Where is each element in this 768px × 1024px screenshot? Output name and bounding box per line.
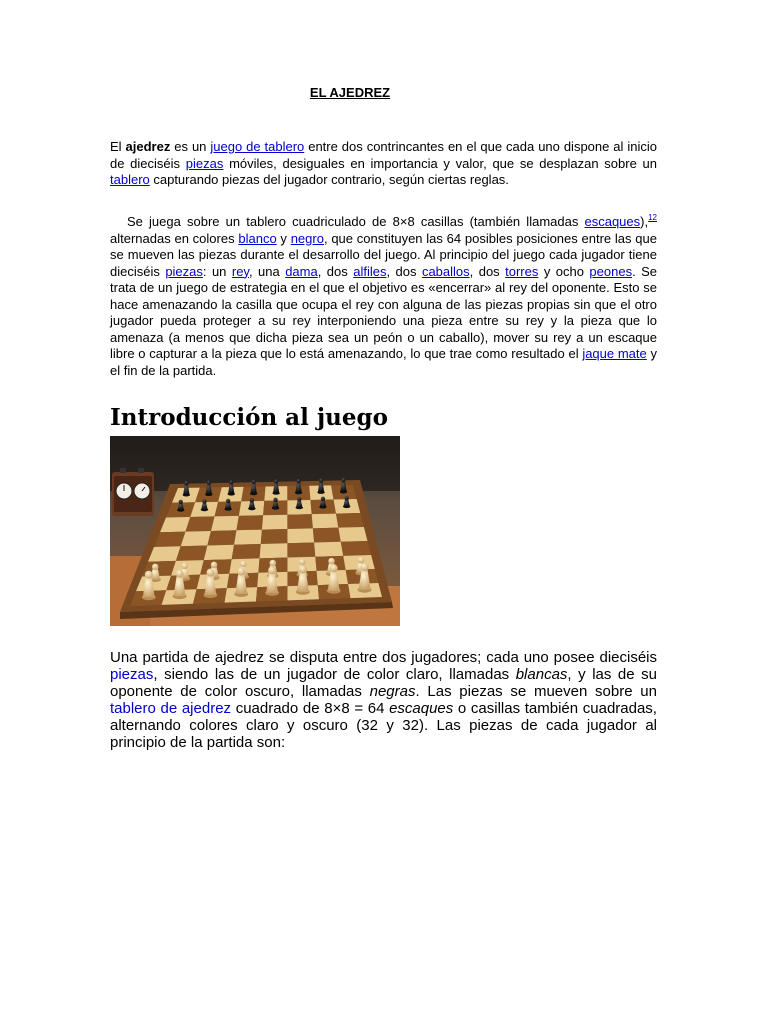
board-square <box>341 541 371 556</box>
text-run: móviles, desiguales en importancia y valor, que se desplazan sobre un <box>223 155 657 171</box>
text-run: y <box>276 230 291 246</box>
text-run: ), <box>640 214 649 229</box>
link-escaques-italic[interactable]: escaques <box>389 700 454 717</box>
link-tablero-de-ajedrez[interactable]: tablero de ajedrez <box>110 700 232 717</box>
text-run: alternadas en colores <box>110 230 239 246</box>
text-run: , dos <box>386 263 422 279</box>
board-square <box>262 515 287 530</box>
text-run: capturando piezas del jugador contrario, según ciertas reglas. <box>149 172 509 187</box>
board-square <box>287 543 315 558</box>
text-run: y ocho <box>538 263 590 279</box>
text-run: , que constituyen las 64 posibles posiciones entre las que se mueven las piezas durante el desarrollo del juego. Al principio del juego cada jugador tiene dieciséis <box>110 230 657 279</box>
board-square <box>314 542 343 557</box>
link-jaque-mate[interactable]: jaque mate <box>582 346 647 361</box>
text-run: . Las piezas se mueven sobre un <box>415 683 657 700</box>
board-square <box>185 516 214 531</box>
board-square <box>336 513 364 528</box>
board-square <box>181 531 211 546</box>
board-square <box>313 528 341 543</box>
italic-negras: negras <box>369 683 416 700</box>
link-dama[interactable]: dama <box>285 263 318 279</box>
chess-clock <box>112 468 154 516</box>
text-run: , y las de su oponente de color oscuro, llamadas <box>110 666 657 700</box>
text-run: Una partida de ajedrez se disputa entre dos jugadores; cada uno posee dieciséis <box>110 649 657 666</box>
text-run: , siendo las de un jugador de color claro, llamadas <box>153 666 516 683</box>
text-run: , una <box>248 263 286 279</box>
document-title: EL AJEDREZ <box>309 85 391 100</box>
text-run: o casillas también cuadradas, alternando colores claro y oscuro (32 y 32). Las piezas de cada jugador al principio de la partida son: <box>110 700 657 751</box>
text-run: El <box>110 139 126 154</box>
link-alfiles[interactable]: alfiles <box>353 263 387 279</box>
intro-paragraph <box>110 139 657 189</box>
text-run: cuadrado de 8×8 = 64 <box>231 700 390 717</box>
italic-blancas: blancas <box>515 666 568 683</box>
bold-term-ajedrez: ajedrez <box>125 139 171 154</box>
link-piezas-2[interactable]: piezas <box>165 263 203 279</box>
board-square <box>207 530 236 545</box>
pieces-paragraph <box>110 649 657 751</box>
text-run: y el fin de la partida. <box>110 346 657 378</box>
link-blanco[interactable]: blanco <box>238 230 277 246</box>
board-square <box>260 543 288 558</box>
board-square <box>234 530 262 545</box>
text-run: Se juega sobre un tablero cuadriculado de 8×8 casillas (también llamadas <box>127 214 585 229</box>
rules-paragraph <box>110 214 657 379</box>
link-torres[interactable]: torres <box>505 263 539 279</box>
link-tablero[interactable]: tablero <box>110 172 150 187</box>
text-run: : un <box>202 263 232 279</box>
board-square <box>236 515 263 530</box>
board-square <box>312 514 339 529</box>
section-heading: Introducción al juego <box>110 404 388 431</box>
board-square <box>287 514 313 529</box>
link-piezas-3[interactable]: piezas <box>110 666 154 683</box>
chessboard-photo <box>110 436 400 626</box>
link-peones[interactable]: peones <box>589 263 633 279</box>
board-square <box>232 544 261 559</box>
board-square <box>204 545 234 560</box>
link-negro[interactable]: negro <box>290 230 324 246</box>
text-run: , dos <box>317 263 354 279</box>
footnote-ref[interactable]: 12 <box>648 213 657 222</box>
board-square <box>287 528 314 543</box>
board-square <box>338 527 367 542</box>
link-escaques[interactable]: escaques <box>584 214 641 229</box>
board-square <box>211 516 239 531</box>
board-square <box>176 546 207 561</box>
text-run: . Se trata de un juego de estrategia en el que el objetivo es «encerrar» al rey del oponente. Esto se hace amenazando la casilla que ocupa el rey con alguna de las piezas propias sin que el otro jugador pueda proteger a su rey interponiendo una pieza entre su rey y la pieza que lo amenaza (a menos que dicha pieza sea un peón o un caballo), mover su rey a un escaque libre o capturar a la pieza que lo está amenazando, lo que trae como resultado el <box>110 263 658 361</box>
text-run: entre dos contrincantes en el que cada uno dispone al inicio de dieciséis <box>110 139 657 171</box>
board-square <box>261 529 288 544</box>
link-juego-de-tablero[interactable]: juego de tablero <box>210 139 305 154</box>
link-piezas[interactable]: piezas <box>185 155 224 171</box>
link-rey[interactable]: rey <box>231 263 249 279</box>
link-caballos[interactable]: caballos <box>421 263 470 279</box>
text-run: , dos <box>469 263 506 279</box>
text-run: es un <box>170 139 211 154</box>
